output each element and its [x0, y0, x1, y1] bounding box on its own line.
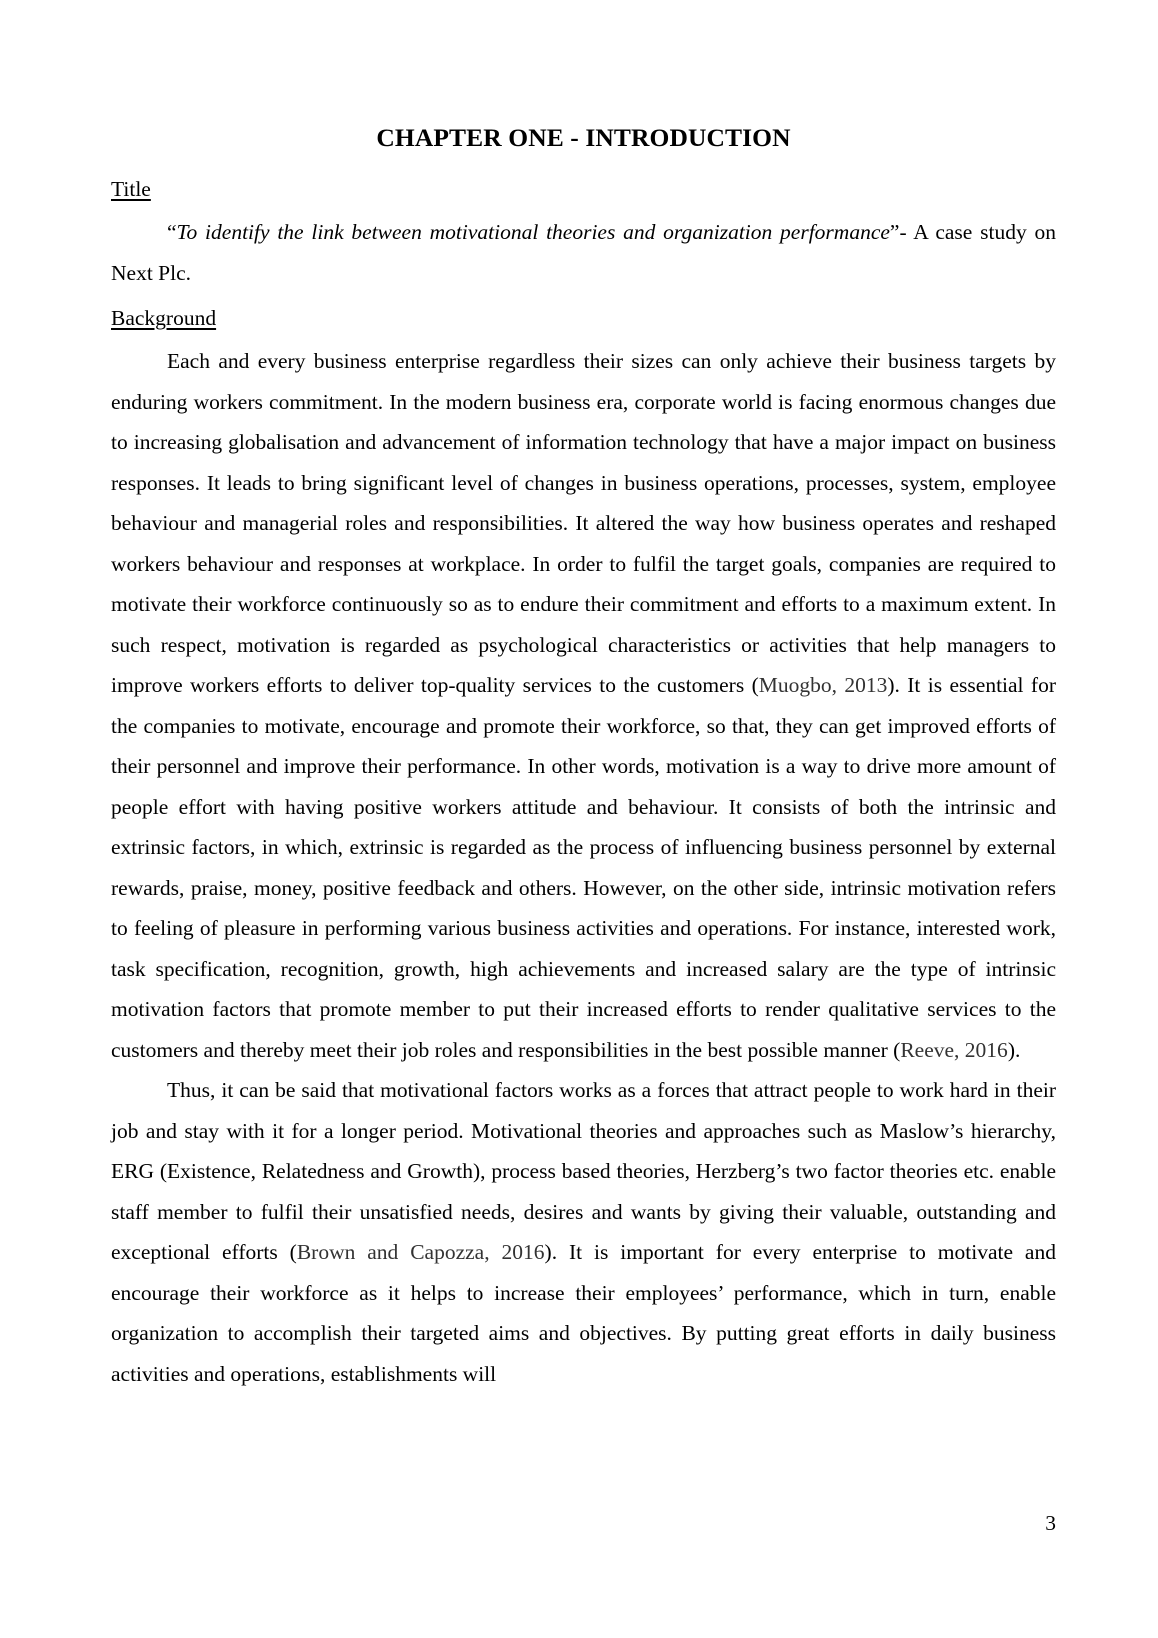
title-label-text: Title — [111, 177, 151, 201]
title-open-quote: “ — [167, 220, 177, 244]
title-section-label — [111, 176, 1056, 202]
background-label-text: Background — [111, 306, 217, 330]
background-paragraph-2 — [111, 1070, 1056, 1394]
citation-brown-capozza: Brown and Capozza, 2016 — [296, 1240, 545, 1264]
page-content — [111, 120, 1056, 1394]
bg-p1-text-2: ). It is essential for the companies to motivate, encourage and promote their workforce, so that, they can get improved efforts of their personnel and improve their performance. In other words, motivation is a way to drive more amount of people effort with having positive workers attitude and behaviour. It consists of both the intrinsic and extrinsic factors, in which, extrinsic is regarded as the process of influencing business personnel by external rewards, praise, money, positive feedback and others. However, on the other side, intrinsic motivation refers to feeling of pleasure in performing various business activities and operations. For instance, interested work, task specification, recognition, growth, high achievements and increased salary are the type of intrinsic motivation factors that promote member to put their increased efforts to render qualitative services to the customers and thereby meet their job roles and responsibilities in the best possible manner ( — [111, 673, 1056, 1062]
citation-reeve: Reeve, 2016 — [900, 1037, 1008, 1062]
background-section-label — [111, 305, 1056, 331]
title-paragraph — [111, 212, 1056, 293]
bg-p1-text-1: Each and every business enterprise regardless their sizes can only achieve their business targets by enduring workers commitment. In the modern business era, corporate world is facing enormous changes due to increasing globalisation and advancement of information technology that have a major impact on business responses. It leads to bring significant level of changes in business operations, processes, system, employee behaviour and managerial roles and responsibilities. It altered the way how business operates and reshaped workers behaviour and responses at workplace. In order to fulfil the target goals, companies are required to motivate their workforce continuously so as to endure their commitment and efforts to a maximum extent. In such respect, motivation is regarded as psychological characteristics or activities that help managers to improve workers efforts to deliver top-quality services to the customers ( — [111, 349, 1056, 697]
chapter-heading: CHAPTER ONE - INTRODUCTION — [376, 123, 791, 152]
page-number: 3 — [1045, 1511, 1056, 1535]
study-title: To identify the link between motivational theories and organization performance — [176, 220, 890, 244]
bg-p1-text-3: ). — [1007, 1037, 1021, 1062]
bg-p2-text-1: Thus, it can be said that motivational factors works as a forces that attract people to work hard in their job and stay with it for a longer period. Motivational theories and approaches such as Maslow’s hierarchy, ERG (Existence, Relatedness and Growth), process based theories, Herzberg’s two factor theories etc. enable staff member to fulfil their unsatisfied needs, desires and wants by giving their valuable, outstanding and exceptional efforts ( — [111, 1078, 1056, 1264]
background-paragraph-1 — [111, 341, 1056, 1070]
bg-p2-text-2: ). It is important for every enterprise to motivate and encourage their workforce as it helps to increase their employees’ performance, which in turn, enable organization to accomplish their targeted aims and objectives. By putting great efforts in daily business activities and operations, establishments will — [111, 1240, 1056, 1386]
citation-muogbo: Muogbo, 2013 — [758, 673, 888, 697]
title-suffix: ”- A case study on Next Plc. — [111, 220, 1056, 285]
